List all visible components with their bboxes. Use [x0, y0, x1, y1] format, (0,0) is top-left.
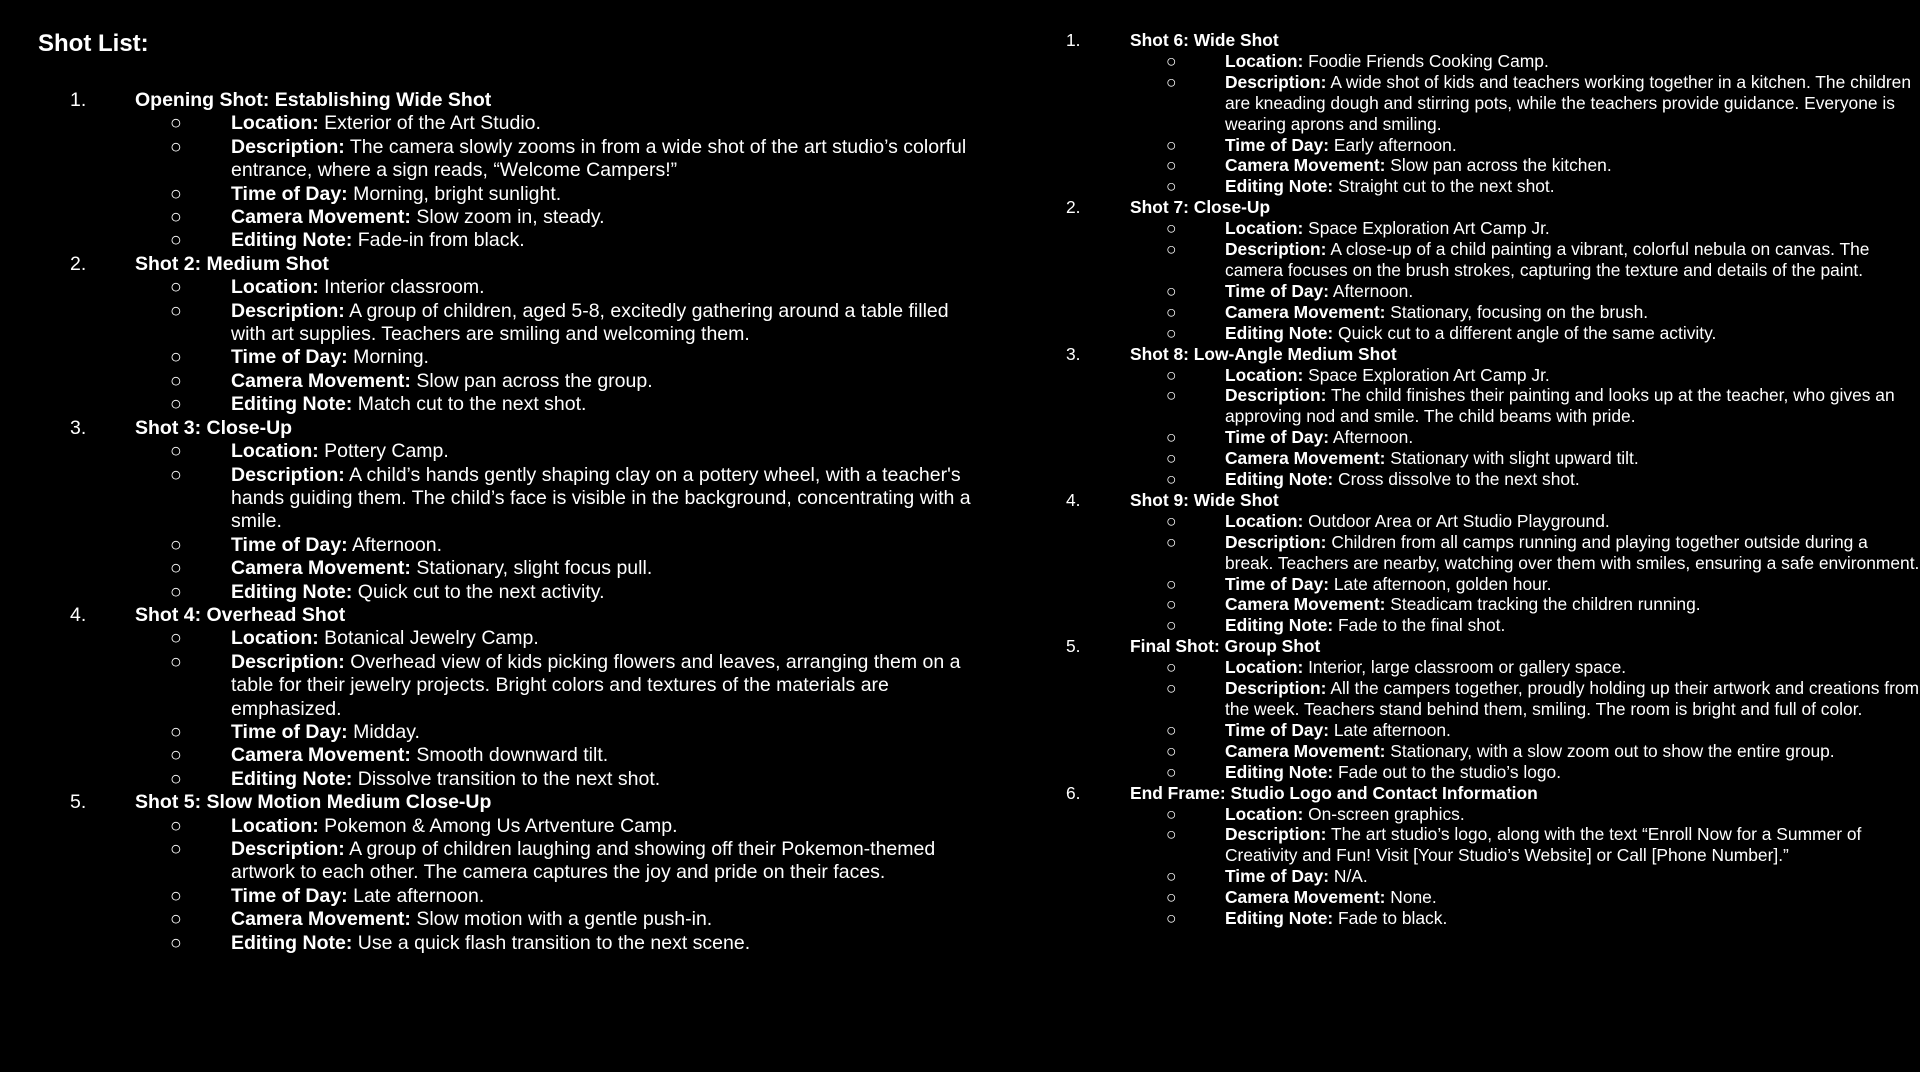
bullet-icon: ○ — [1166, 657, 1177, 678]
detail-value: Dissolve transition to the next shot. — [357, 767, 661, 790]
bullet-icon: ○ — [1166, 594, 1177, 615]
detail-text — [1225, 427, 1920, 448]
detail-label: Camera Movement: — [231, 557, 411, 580]
detail-value: Straight cut to the next shot. — [1338, 176, 1555, 197]
detail-text — [1225, 155, 1920, 176]
detail-label: Editing Note: — [1225, 908, 1334, 929]
detail-text — [1225, 448, 1920, 469]
shot-number: 3. — [1066, 343, 1081, 364]
detail-value: Late afternoon, golden hour. — [1333, 573, 1552, 594]
shot-detail — [0, 824, 1920, 866]
detail-value: Interior, large classroom or gallery space. — [1308, 657, 1627, 678]
detail-value: Space Exploration Art Camp Jr. — [1308, 218, 1550, 239]
detail-value: A group of children, aged 5-8, excitedly gathering around a table filled with art supplies. Teachers are smiling and welcoming them. — [231, 299, 949, 346]
detail-text — [1225, 385, 1920, 427]
detail-label: Editing Note: — [231, 580, 353, 603]
detail-text — [1225, 824, 1920, 866]
shot-number: 3. — [70, 416, 87, 439]
detail-value: Stationary with slight upward tilt. — [1390, 448, 1639, 469]
detail-label: Time of Day: — [1225, 866, 1330, 887]
detail-text — [1225, 469, 1920, 490]
shot-detail — [0, 176, 1920, 197]
detail-value: Smooth downward tilt. — [416, 744, 609, 767]
shot-heading — [0, 783, 1920, 804]
bullet-icon: ○ — [1166, 239, 1177, 260]
detail-text — [1225, 741, 1920, 762]
detail-value: N/A. — [1333, 866, 1368, 887]
detail-text — [1225, 866, 1920, 887]
bullet-icon: ○ — [170, 135, 182, 158]
detail-value: None. — [1390, 887, 1437, 908]
bullet-icon: ○ — [1166, 427, 1177, 448]
detail-value: Interior classroom. — [324, 276, 485, 299]
bullet-icon: ○ — [1166, 573, 1177, 594]
detail-label: Camera Movement: — [1225, 448, 1386, 469]
detail-label: Camera Movement: — [1225, 301, 1386, 322]
shot-detail — [0, 72, 1920, 135]
detail-text — [1225, 176, 1920, 197]
detail-value: A close-up of a child painting a vibrant, colorful nebula on canvas. The camera focuses on the brush strokes, capturing the texture and details of the paint. — [1225, 239, 1870, 280]
detail-label: Camera Movement: — [1225, 740, 1386, 761]
bullet-icon: ○ — [170, 229, 182, 252]
detail-value: Fade out to the studio’s logo. — [1338, 761, 1562, 782]
shot-detail — [0, 615, 1920, 636]
detail-value: Children from all camps running and playing together outside during a break. Teachers are nearby, watching over them with smiles, ensuring a safe environment. — [1225, 531, 1920, 573]
detail-value: Late afternoon. — [353, 884, 485, 907]
detail-label: Time of Day: — [231, 182, 348, 205]
detail-label: Camera Movement: — [231, 206, 411, 229]
bullet-icon: ○ — [1166, 71, 1177, 92]
shot-title: Shot 3: Close-Up — [135, 416, 293, 439]
detail-label: Location: — [1225, 803, 1304, 824]
bullet-icon: ○ — [170, 440, 182, 463]
detail-label: Time of Day: — [1225, 280, 1330, 301]
detail-label: Location: — [231, 440, 319, 463]
bullet-icon: ○ — [170, 557, 182, 580]
detail-label: Description: — [231, 463, 345, 486]
bullet-icon: ○ — [1166, 531, 1177, 552]
shot-detail — [0, 532, 1920, 574]
shot-heading — [0, 30, 1920, 51]
detail-text — [1225, 594, 1920, 615]
shot-detail — [0, 218, 1920, 239]
detail-value: Foodie Friends Cooking Camp. — [1308, 50, 1549, 71]
bullet-icon: ○ — [1166, 385, 1177, 406]
shot-title: Shot 8: Low-Angle Medium Shot — [1130, 343, 1397, 364]
detail-text — [1225, 887, 1920, 908]
shot-detail — [0, 135, 1920, 156]
shot-detail — [0, 239, 1920, 281]
bullet-icon: ○ — [170, 276, 182, 299]
detail-value: On-screen graphics. — [1308, 803, 1465, 824]
detail-label: Time of Day: — [1225, 134, 1330, 155]
bullet-icon: ○ — [170, 346, 182, 369]
detail-value: Exterior of the Art Studio. — [324, 112, 541, 135]
detail-value: Slow pan across the kitchen. — [1390, 155, 1612, 176]
bullet-icon: ○ — [170, 393, 182, 416]
detail-value: Botanical Jewelry Camp. — [324, 627, 539, 650]
shot-number: 2. — [1066, 197, 1081, 218]
detail-value: Afternoon. — [352, 533, 442, 556]
detail-label: Location: — [231, 276, 319, 299]
bullet-icon: ○ — [170, 206, 182, 229]
bullet-icon: ○ — [170, 767, 182, 790]
bullet-icon: ○ — [170, 463, 182, 486]
detail-label: Location: — [1225, 657, 1304, 678]
bullet-icon: ○ — [1166, 803, 1177, 824]
detail-value: Outdoor Area or Art Studio Playground. — [1308, 510, 1610, 531]
detail-label: Description: — [1225, 385, 1327, 406]
bullet-icon: ○ — [170, 908, 182, 931]
shot-item — [0, 197, 1920, 346]
bullet-icon: ○ — [1166, 469, 1177, 490]
detail-label: Location: — [1225, 50, 1304, 71]
bullet-icon: ○ — [170, 627, 182, 650]
detail-label: Description: — [231, 650, 345, 673]
detail-value: Use a quick flash transition to the next scene. — [357, 931, 751, 954]
detail-text — [1225, 135, 1920, 156]
detail-text — [1225, 532, 1920, 574]
detail-label: Camera Movement: — [1225, 594, 1386, 615]
shot-detail — [0, 594, 1920, 615]
detail-value: Steadicam tracking the children running. — [1390, 594, 1701, 615]
shot-title: End Frame: Studio Logo and Contact Information — [1130, 782, 1538, 803]
detail-label: Time of Day: — [231, 533, 348, 556]
detail-value: The camera slowly zooms in from a wide shot of the art studio’s colorful entrance, where a sign reads, “Welcome Campers!” — [231, 135, 967, 182]
detail-value: The art studio’s logo, along with the text “Enroll Now for a Summer of Creativity and Fun! Visit [Your Studio’s Website] or Call [Phone Number].” — [1225, 824, 1862, 866]
shot-number: 4. — [70, 603, 87, 626]
bullet-icon: ○ — [1166, 280, 1177, 301]
detail-label: Time of Day: — [1225, 719, 1330, 740]
detail-label: Camera Movement: — [231, 908, 411, 931]
bullet-icon: ○ — [1166, 866, 1177, 887]
shot-detail — [0, 657, 1920, 678]
bullet-icon: ○ — [1166, 824, 1177, 845]
shot-heading — [0, 490, 1920, 511]
bullet-icon: ○ — [170, 533, 182, 556]
detail-label: Editing Note: — [1225, 176, 1334, 197]
detail-text — [1225, 51, 1920, 72]
detail-text — [1225, 678, 1920, 720]
detail-label: Location: — [231, 627, 319, 650]
bullet-icon: ○ — [1166, 155, 1177, 176]
bullet-icon: ○ — [1166, 719, 1177, 740]
bullet-icon: ○ — [170, 580, 182, 603]
bullet-icon: ○ — [1166, 448, 1177, 469]
detail-label: Location: — [231, 112, 319, 135]
shot-detail — [0, 385, 1920, 427]
detail-value: Match cut to the next shot. — [357, 393, 587, 416]
shot-detail — [0, 884, 1920, 908]
detail-value: Quick cut to a different angle of the same activity. — [1338, 322, 1717, 343]
shot-item — [0, 636, 1920, 782]
shot-detail — [0, 932, 981, 955]
shot-number: 5. — [1066, 636, 1081, 657]
detail-label: Description: — [1225, 824, 1327, 845]
detail-text — [1225, 908, 1920, 929]
detail-value: Pokemon & Among Us Artventure Camp. — [324, 814, 678, 837]
shot-detail — [0, 866, 1920, 887]
detail-value: A group of children laughing and showing off their Pokemon-themed artwork to each other. The camera captures the joy and pride on their faces. — [231, 838, 936, 884]
bullet-icon: ○ — [1166, 740, 1177, 761]
detail-value: A wide shot of kids and teachers working together in a kitchen. The children are kneading dough and stirring pots, while the teachers provide guidance. Everyone is wearing aprons and smiling. — [1225, 71, 1912, 134]
shot-item — [0, 30, 1920, 197]
detail-label: Description: — [231, 135, 345, 158]
shot-number: 5. — [70, 791, 87, 814]
bullet-icon: ○ — [1166, 218, 1177, 239]
detail-value: Morning, bright sunlight. — [353, 182, 562, 205]
shot-title: Shot 4: Overhead Shot — [135, 603, 346, 626]
shot-item — [0, 344, 1920, 490]
detail-text — [1225, 657, 1920, 678]
shot-heading — [0, 636, 1920, 657]
bullet-icon: ○ — [1166, 887, 1177, 908]
shot-title: Shot 5: Slow Motion Medium Close-Up — [135, 791, 492, 814]
detail-value: Fade to black. — [1338, 908, 1448, 929]
detail-value: Slow zoom in, steady. — [416, 206, 605, 229]
detail-label: Description: — [1225, 71, 1327, 92]
shot-heading — [0, 344, 1920, 365]
page-title: Shot List: — [38, 30, 149, 57]
detail-label: Editing Note: — [231, 767, 353, 790]
bullet-icon: ○ — [1166, 615, 1177, 636]
shot-detail — [0, 804, 1920, 825]
detail-label: Time of Day: — [231, 720, 348, 743]
detail-label: Description: — [231, 838, 345, 860]
detail-value: Morning. — [353, 346, 429, 369]
detail-label: Editing Note: — [231, 931, 353, 954]
bullet-icon: ○ — [170, 884, 182, 907]
detail-label: Description: — [1225, 531, 1327, 552]
bullet-icon: ○ — [170, 814, 182, 837]
shot-detail — [0, 51, 1920, 72]
bullet-icon: ○ — [1166, 322, 1177, 343]
detail-value: Overhead view of kids picking flowers and leaves, arranging them on a table for their jewelry projects. Bright colors and textures of the materials are emphasized. — [231, 650, 961, 720]
shot-detail — [0, 365, 1920, 386]
detail-value: Stationary, focusing on the brush. — [1390, 301, 1649, 322]
detail-value: Late afternoon. — [1333, 719, 1451, 740]
bullet-icon: ○ — [170, 744, 182, 767]
bullet-icon: ○ — [170, 112, 182, 135]
detail-value: Quick cut to the next activity. — [357, 580, 605, 603]
bullet-icon: ○ — [1166, 134, 1177, 155]
shot-detail — [0, 741, 1920, 762]
shot-detail — [0, 155, 1920, 176]
detail-value: All the campers together, proudly holding up their artwork and creations from the week. Teachers stand behind them, smiling. The room is bright and full of color. — [1225, 678, 1920, 719]
detail-label: Description: — [231, 299, 345, 322]
shot-title: Final Shot: Group Shot — [1130, 636, 1321, 657]
shot-heading — [0, 197, 1920, 218]
shot-title: Shot 7: Close-Up — [1130, 197, 1271, 218]
detail-text — [1225, 720, 1920, 741]
detail-text — [1225, 218, 1920, 239]
detail-value: Fade-in from black. — [357, 229, 525, 252]
detail-value: Cross dissolve to the next shot. — [1338, 469, 1580, 490]
bullet-icon: ○ — [1166, 50, 1177, 71]
bullet-icon: ○ — [170, 182, 182, 205]
detail-label: Description: — [1225, 678, 1327, 699]
detail-value: Pottery Camp. — [324, 440, 449, 463]
bullet-icon: ○ — [170, 650, 182, 673]
shot-detail — [0, 762, 1920, 783]
bullet-icon: ○ — [1166, 908, 1177, 929]
shot-item — [0, 783, 1920, 929]
detail-label: Editing Note: — [231, 229, 353, 252]
bullet-icon: ○ — [1166, 364, 1177, 385]
detail-text — [1225, 302, 1920, 323]
shot-title: Shot 2: Medium Shot — [135, 252, 329, 275]
detail-label: Camera Movement: — [1225, 155, 1386, 176]
detail-text — [231, 932, 981, 955]
shot-number: 6. — [1066, 782, 1081, 803]
shot-detail — [0, 511, 1920, 532]
shot-number: 1. — [70, 89, 87, 111]
detail-label: Description: — [1225, 239, 1327, 260]
detail-label: Location: — [1225, 218, 1304, 239]
bullet-icon: ○ — [170, 838, 182, 860]
shot-list-right-column — [0, 30, 1920, 929]
shot-number: 1. — [1066, 30, 1081, 50]
detail-text — [1225, 762, 1920, 783]
detail-text — [1225, 239, 1920, 281]
detail-text — [1225, 615, 1920, 636]
detail-label: Editing Note: — [1225, 322, 1334, 343]
detail-value: Fade to the final shot. — [1338, 615, 1506, 636]
shot-detail — [0, 448, 1920, 469]
bullet-icon: ○ — [170, 369, 182, 392]
shot-detail — [0, 469, 1920, 490]
detail-label: Camera Movement: — [1225, 887, 1386, 908]
detail-label: Editing Note: — [1225, 469, 1334, 490]
detail-text — [1225, 511, 1920, 532]
detail-label: Time of Day: — [1225, 427, 1330, 448]
detail-label: Camera Movement: — [231, 369, 411, 392]
bullet-icon: ○ — [1166, 761, 1177, 782]
detail-value: Space Exploration Art Camp Jr. — [1308, 364, 1550, 385]
shot-item — [0, 490, 1920, 636]
detail-label: Time of Day: — [1225, 573, 1330, 594]
shot-detail — [0, 678, 1920, 720]
detail-value: Early afternoon. — [1333, 134, 1457, 155]
bullet-icon: ○ — [1166, 678, 1177, 699]
detail-text — [1225, 574, 1920, 595]
shot-detail — [0, 427, 1920, 448]
shot-detail — [0, 281, 1920, 302]
detail-value: Midday. — [353, 720, 420, 743]
bullet-icon: ○ — [170, 299, 182, 322]
shot-title: Shot 9: Wide Shot — [1130, 489, 1279, 510]
detail-label: Editing Note: — [1225, 615, 1334, 636]
detail-value: Slow pan across the group. — [416, 369, 653, 392]
detail-value: Afternoon. — [1332, 427, 1414, 448]
detail-label: Location: — [1225, 510, 1304, 531]
detail-value: Afternoon. — [1332, 280, 1414, 301]
shot-number: 2. — [70, 252, 87, 275]
bullet-icon: ○ — [1166, 301, 1177, 322]
detail-text — [1225, 72, 1920, 135]
detail-label: Time of Day: — [231, 884, 348, 907]
shot-number: 4. — [1066, 489, 1081, 510]
detail-label: Location: — [1225, 364, 1304, 385]
shot-detail — [0, 323, 1920, 344]
detail-text — [1225, 323, 1920, 344]
shot-detail — [0, 574, 1920, 595]
detail-label: Location: — [231, 814, 319, 837]
bullet-icon: ○ — [170, 720, 182, 743]
bullet-icon: ○ — [1166, 176, 1177, 197]
detail-text — [1225, 281, 1920, 302]
bullet-icon: ○ — [1166, 510, 1177, 531]
shot-title: Opening Shot: Establishing Wide Shot — [135, 89, 492, 111]
detail-text — [1225, 804, 1920, 825]
shot-title: Shot 6: Wide Shot — [1130, 30, 1279, 50]
detail-label: Camera Movement: — [231, 744, 411, 767]
detail-label: Editing Note: — [231, 393, 353, 416]
detail-label: Editing Note: — [1225, 761, 1334, 782]
detail-value: Stationary, slight focus pull. — [416, 557, 653, 580]
detail-text — [1225, 365, 1920, 386]
detail-label: Time of Day: — [231, 346, 348, 369]
shot-detail — [0, 908, 1920, 929]
bullet-icon: ○ — [170, 931, 182, 954]
detail-value: Slow motion with a gentle push-in. — [416, 908, 713, 931]
detail-value: A child’s hands gently shaping clay on a pottery wheel, with a teacher's hands guiding them. The child’s face is visible in the background, concentrating with a smile. — [231, 463, 971, 533]
detail-value: Stationary, with a slow zoom out to show the entire group. — [1390, 740, 1835, 761]
shot-detail — [0, 720, 1920, 741]
detail-value: The child finishes their painting and looks up at the teacher, who gives an approving nod and smile. The child beams with pride. — [1225, 385, 1895, 427]
